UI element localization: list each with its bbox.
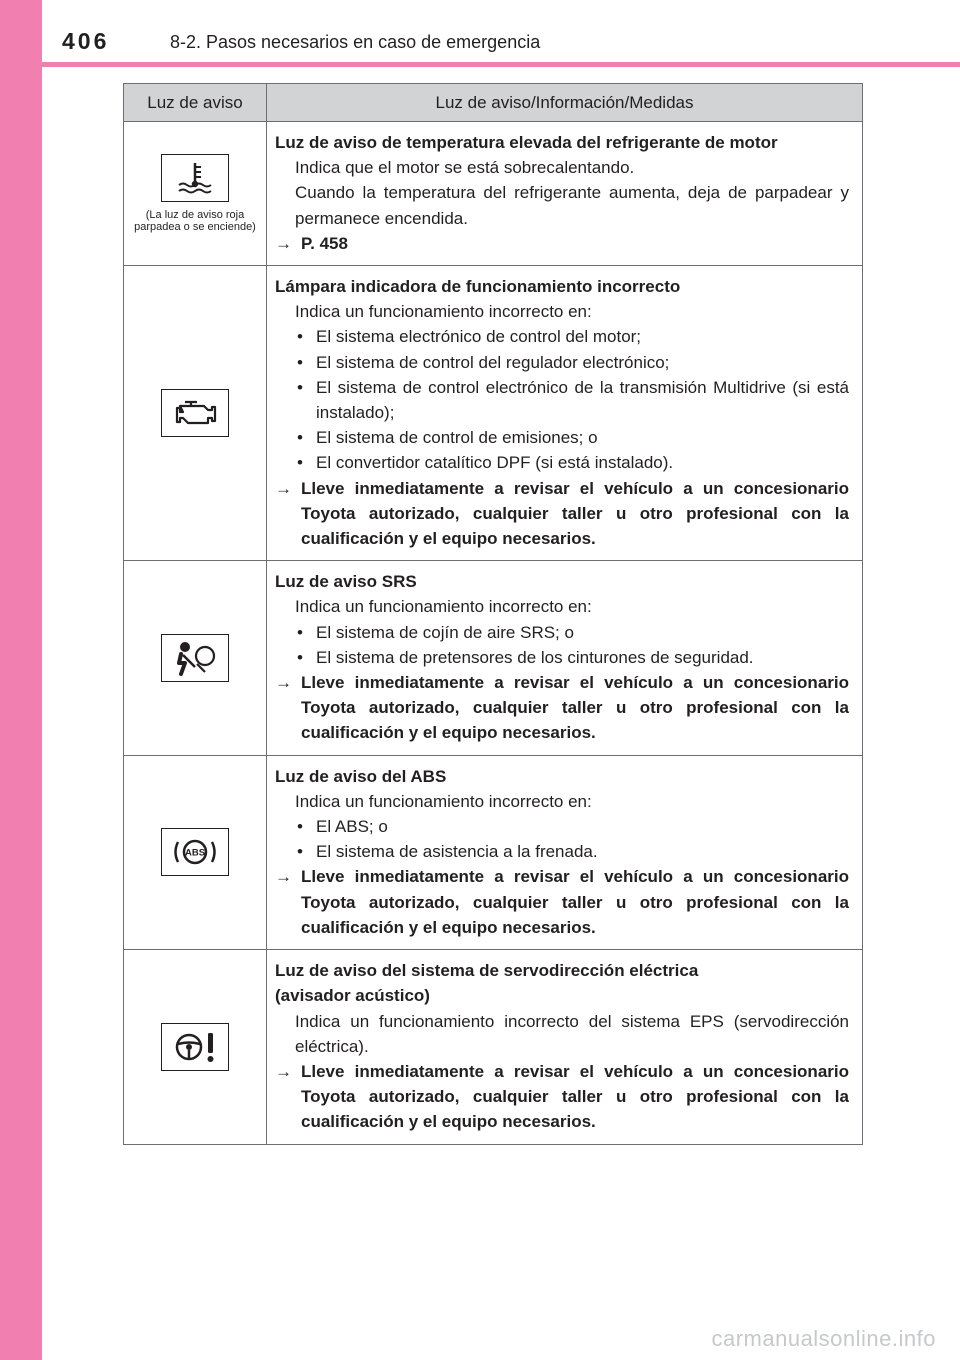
action-text: Lleve inmediatamente a revisar el vehículo a un concesionario Toyota autorizado, cualquier taller u otro profesional con la cualificación y el equipo necesarios. bbox=[301, 673, 849, 743]
arrow-icon: → bbox=[275, 233, 292, 253]
page-number: 406 bbox=[62, 28, 110, 54]
warning-title: Luz de aviso SRS bbox=[275, 572, 417, 592]
list-item: • El sistema de control electrónico de la transmisión Multidrive (si está instalado); bbox=[275, 375, 849, 425]
column-header-info: Luz de aviso/Información/Medidas bbox=[267, 84, 863, 122]
icon-cell bbox=[124, 266, 267, 561]
icon-note: (La luz de aviso roja parpadea o se enciende) bbox=[134, 209, 256, 233]
action-instruction bbox=[275, 864, 849, 940]
list-item: • El sistema electrónico de control del motor; bbox=[275, 324, 849, 349]
action-text: Lleve inmediatamente a revisar el vehículo a un concesionario Toyota autorizado, cualquier taller u otro profesional con la cualificación y el equipo necesarios. bbox=[301, 867, 849, 937]
warning-title: Luz de aviso de temperatura elevada del refrigerante de motor bbox=[275, 133, 778, 152]
list-item: • El convertidor catalítico DPF (si está instalado). bbox=[275, 450, 849, 475]
description-line: Indica un funcionamiento incorrecto del sistema EPS (servodirección eléctrica). bbox=[295, 1011, 849, 1056]
page-reference-text: P. 458 bbox=[301, 233, 348, 253]
table-row bbox=[124, 561, 863, 755]
info-cell bbox=[267, 950, 863, 1144]
table-row bbox=[124, 266, 863, 561]
arrow-icon: → bbox=[275, 478, 292, 498]
icon-cell bbox=[124, 122, 267, 266]
action-instruction bbox=[275, 1059, 849, 1135]
list-item: • El sistema de cojín de aire SRS; o bbox=[275, 620, 849, 645]
info-cell bbox=[267, 755, 863, 949]
abs-label: ABS bbox=[184, 847, 206, 859]
icon-cell bbox=[124, 755, 267, 949]
arrow-icon: → bbox=[275, 1061, 292, 1081]
arrow-icon: → bbox=[275, 867, 292, 887]
warning-title: Luz de aviso del sistema de servodirección eléctrica (avisador acústico) bbox=[275, 961, 699, 1006]
info-cell bbox=[267, 561, 863, 755]
srs-airbag-icon bbox=[161, 634, 229, 682]
column-header-light: Luz de aviso bbox=[124, 84, 267, 122]
info-cell bbox=[267, 122, 863, 266]
description-line: Indica un funcionamiento incorrecto en: bbox=[295, 597, 592, 617]
icon-cell bbox=[124, 950, 267, 1144]
action-text: Lleve inmediatamente a revisar el vehículo a un concesionario Toyota autorizado, cualquier taller u otro profesional con la cualificación y el equipo necesarios. bbox=[301, 1061, 849, 1132]
list-item: • El sistema de control del regulador electrónico; bbox=[275, 350, 849, 375]
description-line: Indica un funcionamiento incorrecto en: bbox=[295, 791, 592, 811]
table-row bbox=[124, 950, 863, 1144]
table-row bbox=[124, 122, 863, 266]
action-instruction bbox=[275, 670, 849, 746]
table-row bbox=[124, 755, 863, 949]
description-line: Indica un funcionamiento incorrecto en: bbox=[295, 302, 592, 322]
list-item: • El sistema de asistencia a la frenada. bbox=[275, 839, 849, 864]
info-cell bbox=[267, 266, 863, 561]
check-engine-icon bbox=[161, 389, 229, 437]
action-instruction bbox=[275, 476, 849, 552]
section-title: 8-2. Pasos necesarios en caso de emergencia bbox=[170, 32, 541, 52]
watermark: carmanualsonline.info bbox=[711, 1326, 936, 1351]
arrow-icon: → bbox=[275, 673, 292, 693]
icon-cell bbox=[124, 561, 267, 755]
warning-title: Luz de aviso del ABS bbox=[275, 766, 447, 786]
list-item: • El sistema de pretensores de los cinturones de seguridad. bbox=[275, 645, 849, 670]
description-line: Cuando la temperatura del refrigerante aumenta, deja de parpadear y permanece encendida. bbox=[295, 183, 849, 228]
header-rule bbox=[42, 62, 960, 67]
page-side-tab bbox=[0, 0, 42, 1360]
list-item: • El sistema de control de emisiones; o bbox=[275, 425, 849, 450]
warning-title: Lámpara indicadora de funcionamiento incorrecto bbox=[275, 277, 681, 297]
electric-power-steering-icon bbox=[161, 1023, 229, 1071]
page-reference bbox=[275, 231, 849, 256]
description-line: Indica que el motor se está sobrecalentando. bbox=[295, 158, 635, 178]
list-item: • El ABS; o bbox=[275, 814, 849, 839]
action-text: Lleve inmediatamente a revisar el vehículo a un concesionario Toyota autorizado, cualquier taller u otro profesional con la cualificación y el equipo necesarios. bbox=[301, 478, 849, 549]
warning-lights-table bbox=[123, 83, 863, 1145]
abs-icon bbox=[161, 828, 229, 876]
coolant-temperature-icon bbox=[161, 154, 229, 202]
table-header-row bbox=[124, 84, 863, 122]
